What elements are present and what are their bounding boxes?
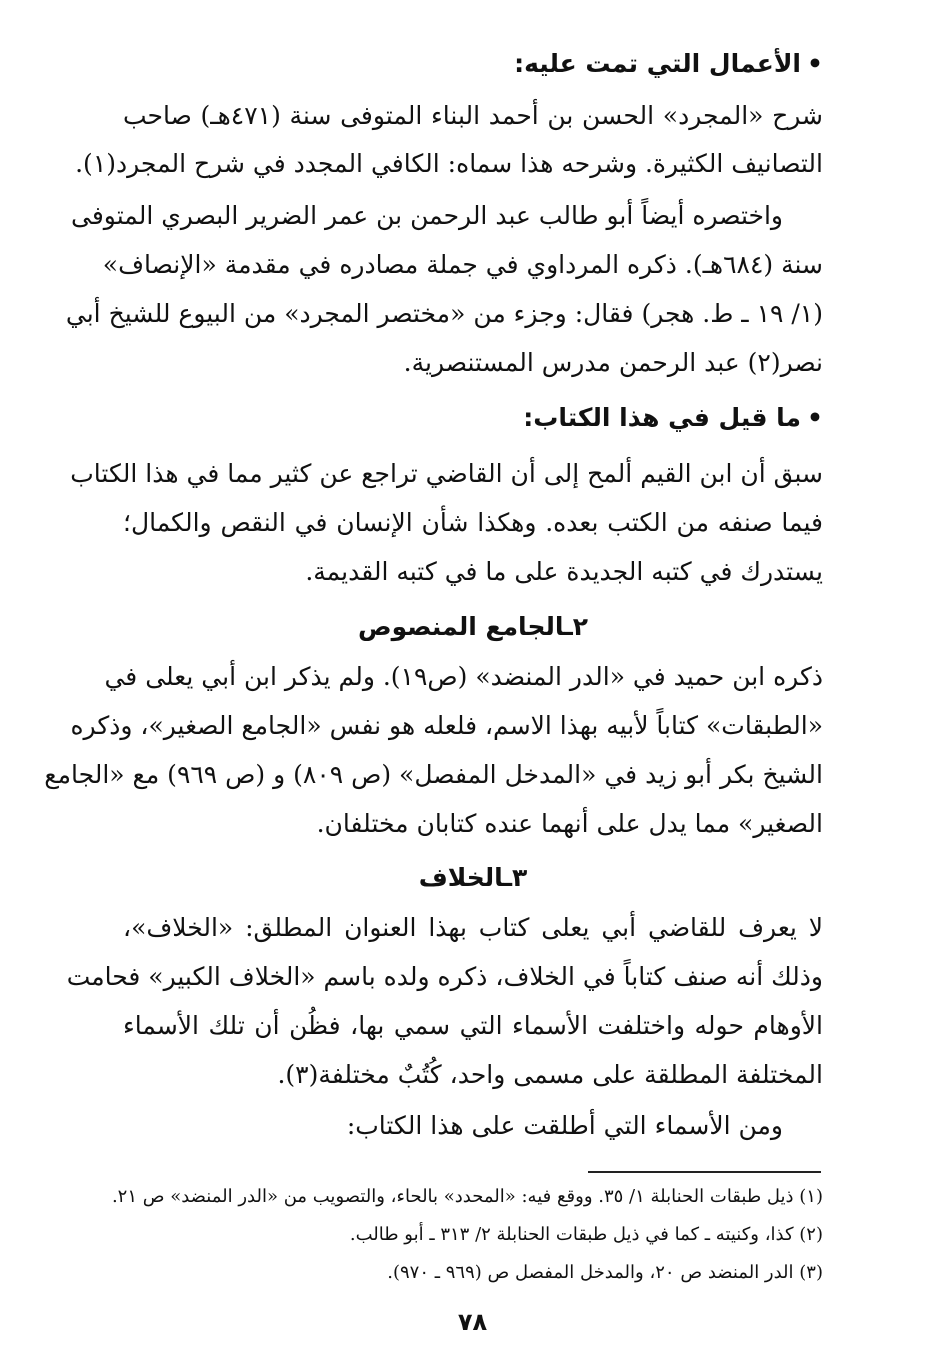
text-line: الشيخ بكر أبو زيد في «المدخل المفصل» (ص ٨٠٩) و (ص ٩٦٩) مع «الجامع [44,760,823,789]
heading-text: الأعمال التي تمت عليه: [514,49,802,78]
text-line: «الطبقات» كتاباً لأبيه بهذا الاسم، فلعله هو نفس «الجامع الصغير»، وذكره [70,711,823,740]
footnote: (٣) الدر المنضد ص ٢٠، والمدخل المفصل ص (٩٦٩ ـ ٩٧٠). [387,1262,823,1283]
bullet: • [807,403,823,432]
text-line: شرح «المجرد» الحسن بن أحمد البناء المتوفى سنة (٤٧١هـ) صاحب [123,101,823,130]
text-line: فيما صنفه من الكتب بعده. وهكذا شأن الإنسان في النقص والكمال؛ [123,508,823,537]
text-line: يستدرك في كتبه الجديدة على ما في كتبه القديمة. [305,557,823,586]
section-heading-khilaf: ٣ـالخلاف [418,863,528,892]
text-line: ومن الأسماء التي أطلقت على هذا الكتاب: [346,1111,783,1140]
heading-text: ما قيل في هذا الكتاب: [523,403,802,432]
text-line: الأوهام حوله واختلفت الأسماء التي سمي بها، فظُن أن تلك الأسماء [123,1011,823,1040]
bullet: • [807,49,823,78]
text-line: سنة (٦٨٤هـ). ذكره المرداوي في جملة مصادره في مقدمة «الإنصاف» [102,250,823,279]
text-line: (١/ ١٩ ـ ط. هجر) فقال: وجزء من «مختصر المجرد» من البيوع للشيخ أبي [65,299,823,328]
text-line: لا يعرف للقاضي أبي يعلى كتاب بهذا العنوان المطلق: «الخلاف»، [123,913,823,942]
page-number: ٧٨ [457,1308,488,1336]
text-line: الصغير» مما يدل على أنهما عنده كتابان مختلفان. [316,809,823,838]
section-heading-opinions [123,402,823,434]
section-heading-jami-mansus: ٢ـالجامع المنصوص [357,612,589,641]
footnote: (١) ذيل طبقات الحنابلة ١/ ٣٥. ووقع فيه: «المحدد» بالحاء، والتصويب من «الدر المنضد» ص ٢١. [111,1186,823,1207]
text-line: وذلك أنه صنف كتاباً في الخلاف، ذكره ولده باسم «الخلاف الكبير» فحامت [66,962,823,991]
text-line: المختلفة المطلقة على مسمى واحد، كُتُبٌ مختلفة(٣). [277,1060,823,1089]
footnote: (٢) كذا، وكنيته ـ كما في ذيل طبقات الحنابلة ٢/ ٣١٣ ـ أبو طالب. [349,1224,823,1245]
text-line: ذكره ابن حميد في «الدر المنضد» (ص١٩). ولم يذكر ابن أبي يعلى في [104,662,823,691]
text-line: سبق أن ابن القيم ألمح إلى أن القاضي تراجع عن كثير مما في هذا الكتاب [70,459,823,488]
text-line: واختصره أيضاً أبو طالب عبد الرحمن بن عمر الضرير البصري المتوفى [71,201,783,230]
footnote-divider [588,1171,821,1173]
section-heading-works [123,48,823,80]
text-line: نصر(٢) عبد الرحمن مدرس المستنصرية. [403,348,823,377]
text-line: التصانيف الكثيرة. وشرحه هذا سماه: الكافي المجدد في شرح المجرد(١). [75,149,823,178]
